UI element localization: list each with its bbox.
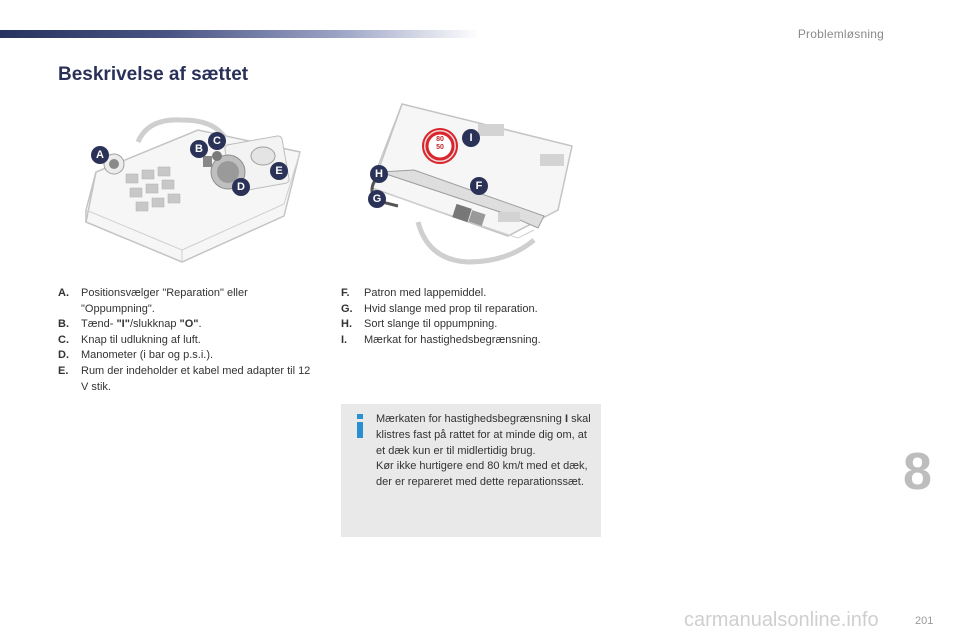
list-item bbox=[58, 286, 314, 317]
speed-sign-text bbox=[432, 136, 448, 152]
callout-i: I bbox=[462, 129, 480, 147]
item-bold: "O" bbox=[179, 318, 199, 331]
list-item bbox=[58, 333, 314, 349]
note-line1: Mærkaten for hastighedsbegrænsning bbox=[376, 413, 565, 425]
item-key: A. bbox=[58, 287, 69, 299]
item-text: Sort slange til oppumpning. bbox=[364, 318, 498, 331]
header-bar bbox=[0, 30, 480, 38]
item-key: H. bbox=[341, 318, 352, 331]
component-list-right bbox=[341, 286, 601, 348]
callout-d: D bbox=[232, 178, 250, 196]
callout-h: H bbox=[370, 165, 388, 183]
info-note bbox=[341, 404, 601, 537]
item-key: E. bbox=[58, 364, 69, 377]
note-bold: I bbox=[564, 413, 569, 425]
item-bold: "I" bbox=[116, 318, 130, 331]
callout-b: B bbox=[190, 140, 208, 158]
list-item bbox=[58, 317, 314, 333]
item-key: F. bbox=[341, 287, 350, 299]
chapter-number: 8 bbox=[903, 443, 932, 501]
note-line2: skal klistres fast på rattet for at minde dig om, at et dæk kun er til midlertidig brug. Kør ikke hurtigere end 80 km/t med et dæk, der er repareret med dette reparationssæt. bbox=[376, 413, 591, 489]
callout-e: E bbox=[270, 162, 288, 180]
info-icon bbox=[353, 414, 367, 438]
speed-sign-bottom: 50 bbox=[436, 144, 444, 151]
list-item bbox=[58, 348, 314, 364]
callout-g: G bbox=[368, 190, 386, 208]
item-text: Knap til udlukning af luft. bbox=[81, 333, 201, 346]
compressor-illustration bbox=[78, 112, 310, 272]
list-item bbox=[341, 302, 601, 318]
page-title: Beskrivelse af sættet bbox=[58, 64, 249, 85]
section-title: Problemløsning bbox=[797, 27, 884, 41]
list-item bbox=[341, 286, 601, 302]
item-key: B. bbox=[58, 318, 69, 331]
item-text: Mærkat for hastighedsbegrænsning. bbox=[364, 333, 541, 346]
list-item bbox=[341, 317, 601, 333]
item-key: D. bbox=[58, 349, 69, 362]
callout-f: F bbox=[470, 177, 488, 195]
component-list-left bbox=[58, 286, 314, 395]
item-text: Manometer (i bar og p.s.i.). bbox=[81, 349, 214, 362]
item-text: . bbox=[198, 318, 202, 331]
item-text: Positionsvælger "Reparation" eller "Oppumpning". bbox=[81, 287, 248, 315]
item-text: Patron med lappemiddel. bbox=[364, 287, 487, 299]
list-item bbox=[58, 364, 314, 395]
watermark: carmanualsonline.info bbox=[684, 609, 879, 631]
item-text: Hvid slange med prop til reparation. bbox=[364, 302, 538, 315]
item-key: I. bbox=[341, 333, 348, 346]
item-text: Rum der indeholder et kabel med adapter til 12 V stik. bbox=[81, 364, 311, 393]
page-number: 201 bbox=[915, 615, 934, 627]
speed-sign-top: 80 bbox=[436, 136, 444, 143]
note-text bbox=[376, 412, 598, 491]
callout-a: A bbox=[91, 146, 109, 164]
list-item bbox=[341, 333, 601, 349]
item-text: /slukknap bbox=[129, 318, 180, 331]
item-key: G. bbox=[341, 302, 353, 315]
callout-c: C bbox=[208, 132, 226, 150]
item-key: C. bbox=[58, 333, 69, 346]
item-text: Tænd- bbox=[81, 318, 117, 331]
